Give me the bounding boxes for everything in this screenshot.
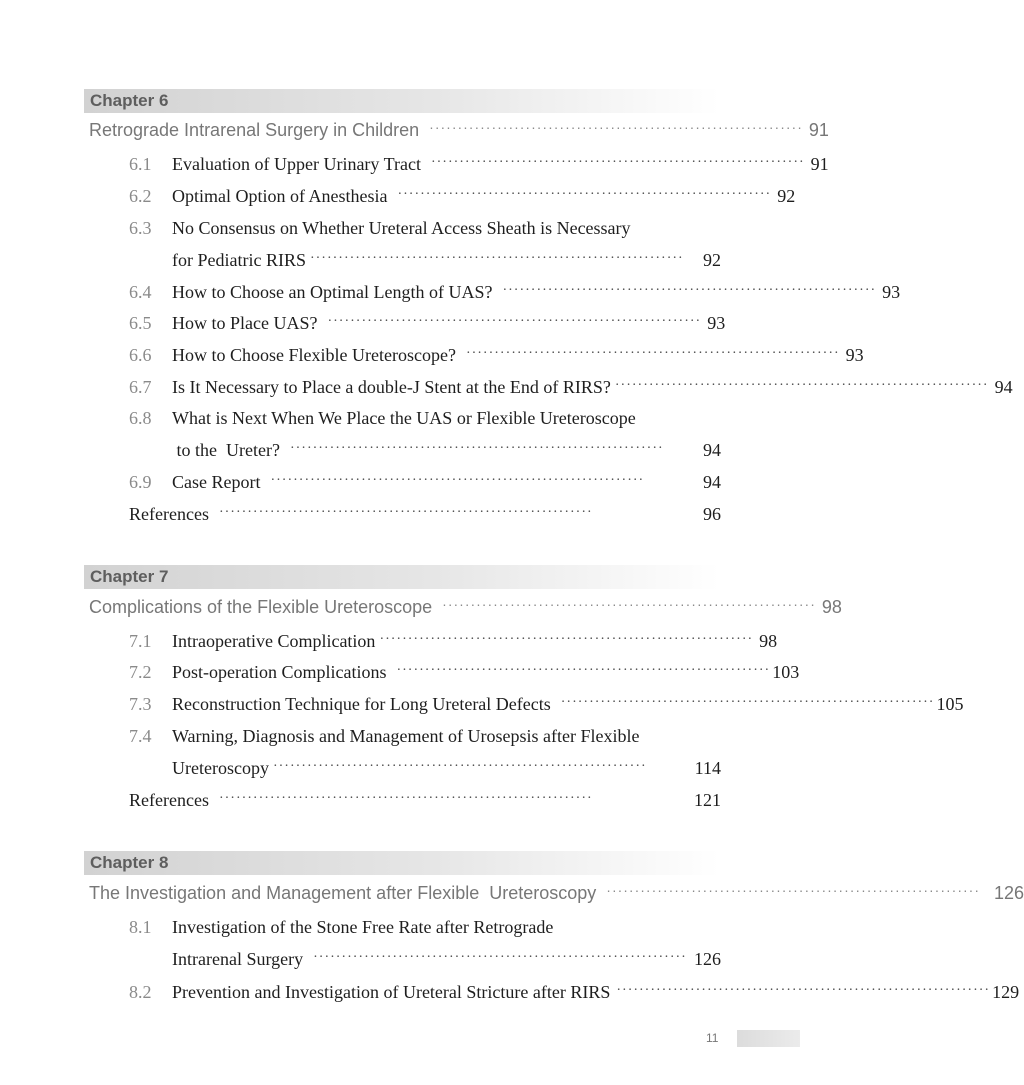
- toc-entry-6-1[interactable]: [0, 154, 829, 178]
- dot-leader: ··································································: [606, 882, 980, 898]
- section-title: No Consensus on Whether Ureteral Access Sheath is Necessary: [172, 218, 631, 238]
- chapter-8-header: Chapter 8: [84, 851, 720, 875]
- page-number-footer: 11: [706, 1031, 719, 1045]
- dot-leader: ··································································: [465, 346, 840, 361]
- dot-leader: ··································································: [502, 283, 877, 298]
- section-title-continued: for Pediatric RIRS: [172, 250, 306, 270]
- toc-entry-7-2[interactable]: [0, 662, 800, 686]
- section-title: Post-operation Complications: [172, 662, 387, 682]
- section-title: Prevention and Investigation of Ureteral Stricture after RIRS: [172, 982, 611, 1002]
- section-number: 6.6: [129, 345, 152, 365]
- toc-entry-8-1-cont[interactable]: [0, 949, 800, 973]
- dot-leader: ··································································: [309, 251, 684, 266]
- page-number: 94: [994, 377, 1013, 397]
- dot-leader: ··································································: [272, 759, 647, 774]
- toc-entry-6-3-cont[interactable]: [0, 250, 800, 274]
- section-number: 6.8: [129, 408, 152, 428]
- section-title-continued: Intrarenal Surgery: [172, 949, 304, 969]
- page-number: 103: [772, 662, 800, 682]
- page-number: 98: [821, 597, 842, 617]
- section-number: 7.1: [129, 631, 152, 651]
- page-number: 91: [810, 154, 829, 174]
- footer-decorative-bar: [737, 1030, 800, 1047]
- section-number: 6.2: [129, 186, 152, 206]
- toc-entry-8-2[interactable]: [0, 982, 1020, 1006]
- section-number: 6.7: [129, 377, 152, 397]
- chapter-6-header: Chapter 6: [84, 89, 720, 113]
- page-number: 129: [992, 982, 1020, 1002]
- chapter-7-title-row[interactable]: [0, 596, 842, 621]
- section-title: Case Report: [172, 472, 261, 492]
- dot-leader: ··································································: [218, 505, 593, 520]
- chapter-title: Complications of the Flexible Ureteroscope: [89, 597, 433, 617]
- page-number: 105: [936, 694, 964, 714]
- section-number: 7.2: [129, 662, 152, 682]
- page-number: 96: [703, 504, 721, 524]
- toc-entry-8-1[interactable]: [0, 917, 800, 941]
- toc-entry-6-4[interactable]: [0, 282, 901, 306]
- toc-entry-6-8[interactable]: [0, 408, 800, 432]
- chapter-title: Retrograde Intrarenal Surgery in Children: [89, 120, 420, 140]
- dot-leader: ··································································: [289, 441, 664, 456]
- section-number: 8.2: [129, 982, 152, 1002]
- dot-leader: ··································································: [270, 473, 645, 488]
- chapter-title: The Investigation and Management after Flexible Ureteroscopy: [89, 883, 597, 903]
- toc-entry-6-9[interactable]: [0, 472, 800, 496]
- section-title-continued: to the Ureter?: [172, 440, 280, 460]
- dot-leader: ··································································: [442, 596, 816, 612]
- toc-entry-6-references[interactable]: [0, 504, 800, 528]
- page-number: 121: [694, 790, 721, 810]
- section-number: 7.3: [129, 694, 152, 714]
- section-number: 6.4: [129, 282, 152, 302]
- toc-entry-7-4[interactable]: [0, 726, 800, 750]
- section-title: Investigation of the Stone Free Rate after Retrograde: [172, 917, 554, 937]
- dot-leader: ··································································: [313, 950, 687, 965]
- toc-entry-7-1[interactable]: [0, 631, 800, 655]
- page-number: 93: [882, 282, 901, 302]
- section-number: 6.1: [129, 154, 152, 174]
- section-title: How to Place UAS?: [172, 313, 318, 333]
- section-title: How to Choose an Optimal Length of UAS?: [172, 282, 493, 302]
- page-number: 91: [808, 120, 829, 140]
- chapter-8-title-row[interactable]: [0, 882, 1024, 907]
- section-title: Is It Necessary to Place a double-J Stent at the End of RIRS?: [172, 377, 611, 397]
- page-number: 94: [703, 440, 721, 460]
- section-number: 6.9: [129, 472, 152, 492]
- chapter-6-title-row[interactable]: [0, 119, 829, 144]
- dot-leader: ··································································: [327, 314, 702, 329]
- toc-entry-6-8-cont[interactable]: [0, 440, 800, 464]
- section-title: What is Next When We Place the UAS or Flexible Ureteroscope: [172, 408, 636, 428]
- references-label: References: [129, 504, 209, 524]
- page-number: 126: [694, 949, 721, 969]
- section-title: Optimal Option of Anesthesia: [172, 186, 388, 206]
- toc-entry-7-4-cont[interactable]: [0, 758, 800, 782]
- page-number: 92: [777, 186, 796, 206]
- dot-leader: ··································································: [396, 663, 771, 678]
- dot-leader: ··································································: [430, 155, 805, 170]
- dot-leader: ··································································: [429, 119, 803, 135]
- toc-entry-6-3[interactable]: [0, 218, 800, 242]
- toc-entry-6-5[interactable]: [0, 313, 800, 337]
- section-title: Evaluation of Upper Urinary Tract: [172, 154, 421, 174]
- toc-entry-7-3[interactable]: [0, 694, 964, 718]
- page-number: 93: [845, 345, 864, 365]
- page-number: 93: [707, 313, 726, 333]
- section-number: 6.3: [129, 218, 152, 238]
- section-title: How to Choose Flexible Ureteroscope?: [172, 345, 456, 365]
- page-number: 114: [694, 758, 721, 778]
- section-title-continued: Ureteroscopy: [172, 758, 269, 778]
- toc-entry-6-7[interactable]: [0, 377, 1013, 401]
- section-number: 7.4: [129, 726, 152, 746]
- toc-entry-6-2[interactable]: [0, 186, 800, 210]
- page-number: 98: [759, 631, 778, 651]
- dot-leader: ··································································: [560, 695, 935, 710]
- toc-entry-7-references[interactable]: [0, 790, 800, 814]
- page-number: 94: [703, 472, 721, 492]
- references-label: References: [129, 790, 209, 810]
- dot-leader: ··································································: [218, 791, 593, 806]
- toc-entry-6-6[interactable]: [0, 345, 864, 369]
- page-number: 92: [703, 250, 721, 270]
- dot-leader: ··································································: [616, 983, 991, 998]
- chapter-7-header: Chapter 7: [84, 565, 720, 589]
- section-title: Warning, Diagnosis and Management of Urosepsis after Flexible: [172, 726, 640, 746]
- page-number: 126: [993, 883, 1024, 903]
- section-number: 6.5: [129, 313, 152, 333]
- dot-leader: ··································································: [397, 187, 772, 202]
- section-title: Intraoperative Complication: [172, 631, 376, 651]
- section-title: Reconstruction Technique for Long Ureteral Defects: [172, 694, 551, 714]
- section-number: 8.1: [129, 917, 152, 937]
- dot-leader: ··································································: [379, 632, 754, 647]
- dot-leader: ··································································: [614, 378, 989, 393]
